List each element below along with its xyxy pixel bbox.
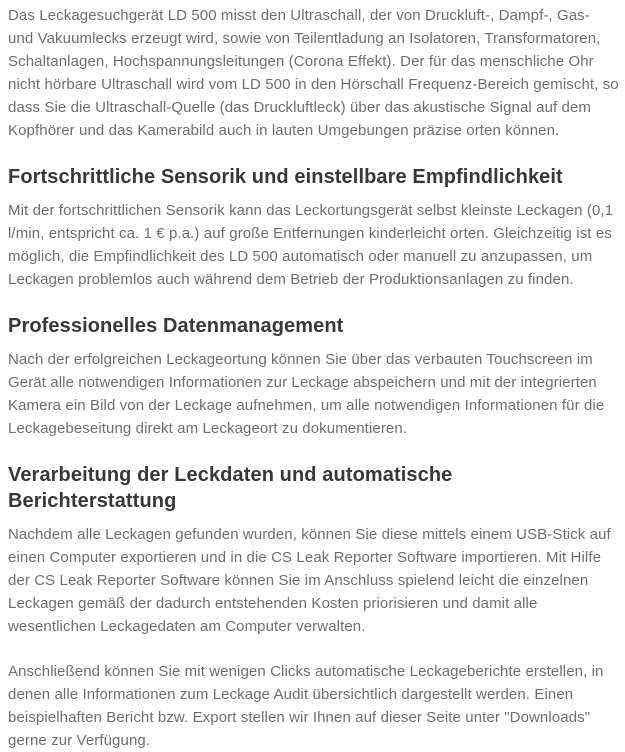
- section-paragraph: Mit der fortschrittlichen Sensorik kann das Leckortungsgerät selbst kleinste Leckagen (0,1 l/min, entspricht ca. 1 € p.a.) auf große Entfernungen kinderleicht orten. Gleichzeitig ist es möglich, die Empfindlichkeit des LD 500 automatisch oder manuell zu anzupassen, um Leckagen problemlos auch während dem Betrieb der Produktionsanlagen zu finden.: [8, 202, 614, 288]
- section-paragraph: Nach der erfolgreichen Leckageortung können Sie über das verbauten Touchscreen im Gerät alle notwendigen Informationen zur Leckage abspeichern und mit der integrierten Kamera ein Bild von der Leckage aufnehmen, um alle notwendigen Informationen für die Leckagebeseitung direkt am Leckageort zu dokumentieren.: [8, 351, 605, 437]
- section-berichterstattung: [8, 462, 619, 752]
- section-heading-berichterstattung: Verarbeitung der Leckdaten und automatische Berichterstattung: [8, 464, 453, 512]
- intro-paragraph: Das Leckagesuchgerät LD 500 misst den Ultraschall, der von Druckluft-, Dampf-, Gas- und Vakuumlecks erzeugt wird, sowie von Teilentladung an Isolatoren, Transformatoren, Schaltanlagen, Hochspannungsleitungen (Corona Effekt). Der für das menschliche Ohr nicht hörbare Ultraschall wird vom LD 500 in den Hörschall Frequenz-Bereich gemischt, so dass Sie die Ultraschall-Quelle (das Druckluftleck) über das akustische Signal auf dem Kopfhörer und das Kamerabild auch in lauten Umgebungen präzise orten können.: [8, 7, 619, 139]
- section-sensorik: [8, 164, 619, 291]
- section-paragraph: Anschließend können Sie mit wenigen Clicks automatische Leckageberichte erstellen, in denen alle Informationen zum Leckage Audit übersichtlich dargestellt werden. Einen beispielhaften Bericht bzw. Export stellen wir Ihnen auf dieser Seite unter "Downloads" gerne zur Verfügung.: [8, 663, 604, 749]
- section-heading-sensorik: Fortschrittliche Sensorik und einstellbare Empfindlichkeit: [8, 166, 563, 188]
- section-paragraph: Nachdem alle Leckagen gefunden wurden, können Sie diese mittels einem USB-Stick auf einen Computer exportieren und in die CS Leak Reporter Software importieren. Mit Hilfe der CS Leak Reporter Software können Sie im Anschluss spielend leicht die einzelnen Leckagen gemäß der dadurch entstehenden Kosten priorisieren und damit alle wesentlichen Leckagedaten am Computer verwalten.: [8, 526, 611, 635]
- section-heading-datenmanagement: Professionelles Datenmanagement: [8, 315, 344, 337]
- section-datenmanagement: [8, 313, 619, 440]
